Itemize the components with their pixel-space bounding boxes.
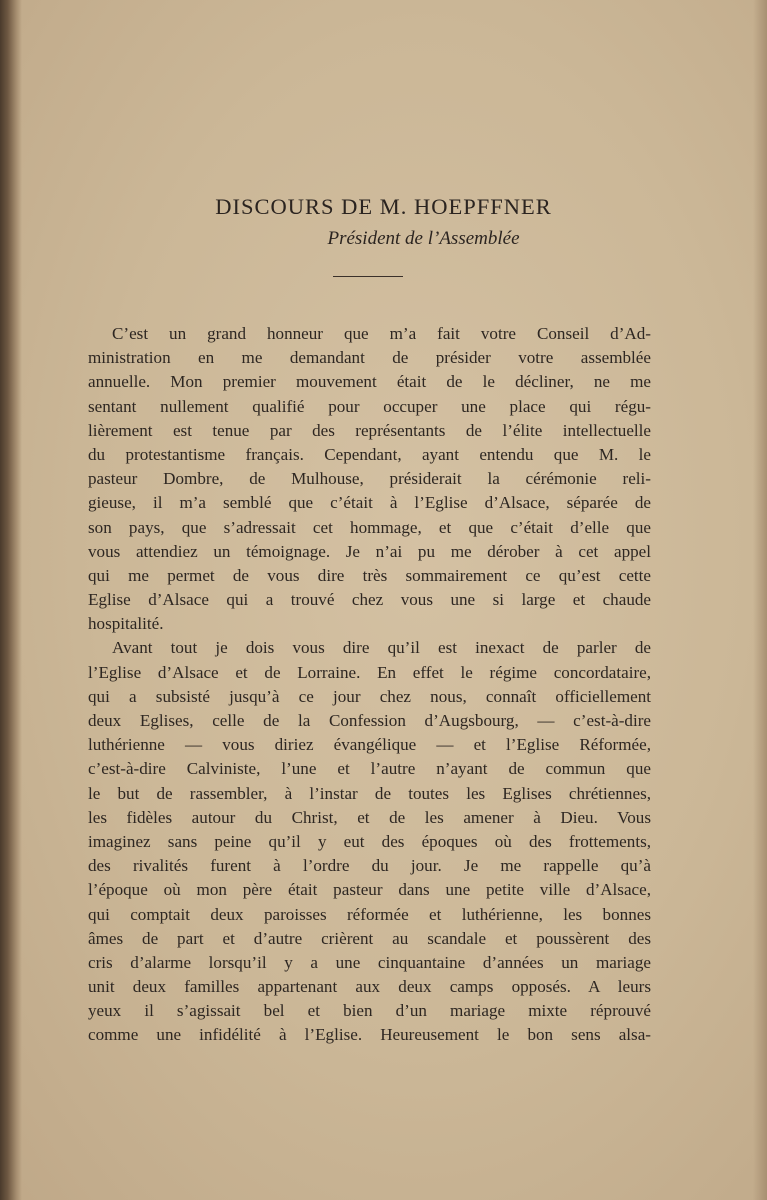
text-line: son pays, que s’adressait cet hommage, et que c’était d’elle que [88,517,651,537]
text-line: cris d’alarme lorsqu’il y a une cinquantaine d’années un mariage [88,952,651,972]
text-line: gieuse, il m’a semblé que c’était à l’Eglise d’Alsace, séparée de [88,493,651,513]
text-line: yeux il s’agissait bel et bien d’un mariage mixte réprouvé [88,1001,651,1021]
text-line: Avant tout je dois vous dire qu’il est inexact de parler de [112,638,651,658]
text-line: luthérienne — vous diriez évangélique — et l’Eglise Réformée, [88,735,651,755]
text-line: du protestantisme français. Cependant, ayant entendu que M. le [88,444,651,464]
text-line: imaginez sans peine qu’il y eut des époques où des frottements, [88,831,651,851]
page-binding-shadow [0,0,22,1200]
text-line: Eglise d’Alsace qui a trouvé chez vous une si large et chaude [88,590,651,610]
text-line: les fidèles autour du Christ, et de les amener à Dieu. Vous [88,807,651,827]
text-line: âmes de part et d’autre crièrent au scandale et poussèrent des [88,928,651,948]
text-line: unit deux familles appartenant aux deux camps opposés. A leurs [88,977,651,997]
paragraph-1 [88,322,651,636]
text-line: des rivalités furent à l’ordre du jour. Je me rappelle qu’à [88,856,651,876]
text-line: ministration en me demandant de présider votre assemblée [88,348,651,368]
text-line: l’époque où mon père était pasteur dans une petite ville d’Alsace, [88,880,651,900]
text-line: le but de rassembler, à l’instar de toutes les Eglises chrétiennes, [88,783,651,803]
text-line: C’est un grand honneur que m’a fait votre Conseil d’Ad- [112,324,651,343]
text-line: vous attendiez un témoignage. Je n’ai pu me dérober à cet appel [88,541,651,561]
page-subtitle: Président de l’Assemblée [327,228,520,249]
text-line: deux Eglises, celle de la Confession d’Augsbourg, — c’est-à-dire [88,711,651,730]
text-line: annuelle. Mon premier mouvement était de le décliner, ne me [88,372,651,392]
text-line: sentant nullement qualifié pour occuper une place qui régu- [88,396,651,416]
page-title: DISCOURS DE M. HOEPFFNER [215,194,552,219]
speech-text [88,322,651,1048]
text-line: hospitalité. [88,614,164,634]
text-line: qui a subsisté jusqu’à ce jour chez nous, connaît officiellement [88,686,651,706]
page-edge-shadow [753,0,767,1200]
text-line: l’Eglise d’Alsace et de Lorraine. En effet le régime concordataire, [88,662,651,682]
text-line: pasteur Dombre, de Mulhouse, présiderait la cérémonie reli- [88,469,651,489]
title-divider [333,276,403,277]
text-line: qui me permet de vous dire très sommairement ce qu’est cette [88,565,651,585]
text-line: c’est-à-dire Calviniste, l’une et l’autre n’ayant de commun que [88,759,651,779]
text-line: comme une infidélité à l’Eglise. Heureusement le bon sens alsa- [88,1025,651,1045]
text-line: qui comptait deux paroisses réformée et luthérienne, les bonnes [88,904,651,924]
text-line: lièrement est tenue par des représentants de l’élite intellectuelle [88,420,651,440]
paragraph-2 [88,636,651,1047]
